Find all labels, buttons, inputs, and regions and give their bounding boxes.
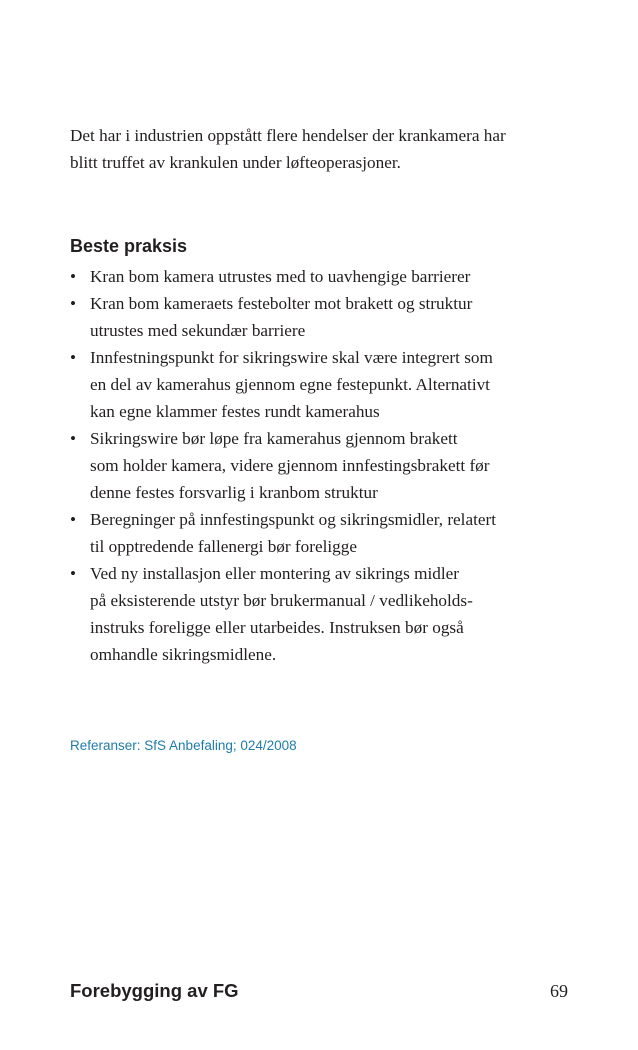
intro-line: blitt truffet av krankulen under løfteoperasjoner. — [70, 153, 401, 172]
footer-title: Forebygging av FG — [70, 980, 239, 1001]
list-item-line: utrustes med sekundær barriere — [90, 321, 306, 340]
list-item-line: på eksisterende utstyr bør brukermanual / vedlikeholds- — [90, 591, 473, 610]
list-item — [70, 344, 580, 425]
list-item — [70, 425, 580, 506]
list-item-line: som holder kamera, videre gjennom innfestingsbrakett før — [90, 456, 490, 475]
list-item — [70, 290, 580, 344]
best-practice-list — [70, 263, 580, 668]
intro-line: Det har i industrien oppstått flere hendelser der krankamera har — [70, 126, 506, 145]
references-note: Referanser: SfS Anbefaling; 024/2008 — [70, 738, 297, 753]
list-item-line: til opptredende fallenergi bør foreligge — [90, 537, 357, 556]
list-item-line: omhandle sikringsmidlene. — [90, 645, 277, 664]
list-item-line: Kran bom kameraets festebolter mot brakett og struktur — [90, 294, 473, 313]
list-item-line: Sikringswire bør løpe fra kamerahus gjennom brakett — [90, 429, 458, 448]
bullet-icon: • — [70, 564, 77, 583]
page-number: 69 — [550, 981, 568, 1001]
list-item-line: Kran bom kamera utrustes med to uavhengige barrierer — [90, 267, 471, 286]
list-item-line: Ved ny installasjon eller montering av sikrings midler — [90, 564, 459, 583]
list-item-line: Beregninger på innfestingspunkt og sikringsmidler, relatert — [90, 510, 496, 529]
intro-paragraph — [70, 122, 580, 176]
bullet-icon: • — [70, 429, 77, 448]
best-practice-heading: Beste praksis — [70, 236, 188, 256]
list-item-line: Innfestningspunkt for sikringswire skal være integrert som — [90, 348, 493, 367]
list-item-line: en del av kamerahus gjennom egne festepunkt. Alternativt — [90, 375, 490, 394]
list-item-line: kan egne klammer festes rundt kamerahus — [90, 402, 380, 421]
list-item-line: denne festes forsvarlig i kranbom struktur — [90, 483, 378, 502]
list-item — [70, 560, 580, 668]
list-item — [70, 506, 580, 560]
bullet-icon: • — [70, 348, 77, 367]
bullet-icon: • — [70, 510, 77, 529]
list-item-line: instruks foreligge eller utarbeides. Instruksen bør også — [90, 618, 464, 637]
bullet-icon: • — [70, 267, 77, 286]
bullet-icon: • — [70, 294, 77, 313]
list-item — [70, 263, 580, 290]
